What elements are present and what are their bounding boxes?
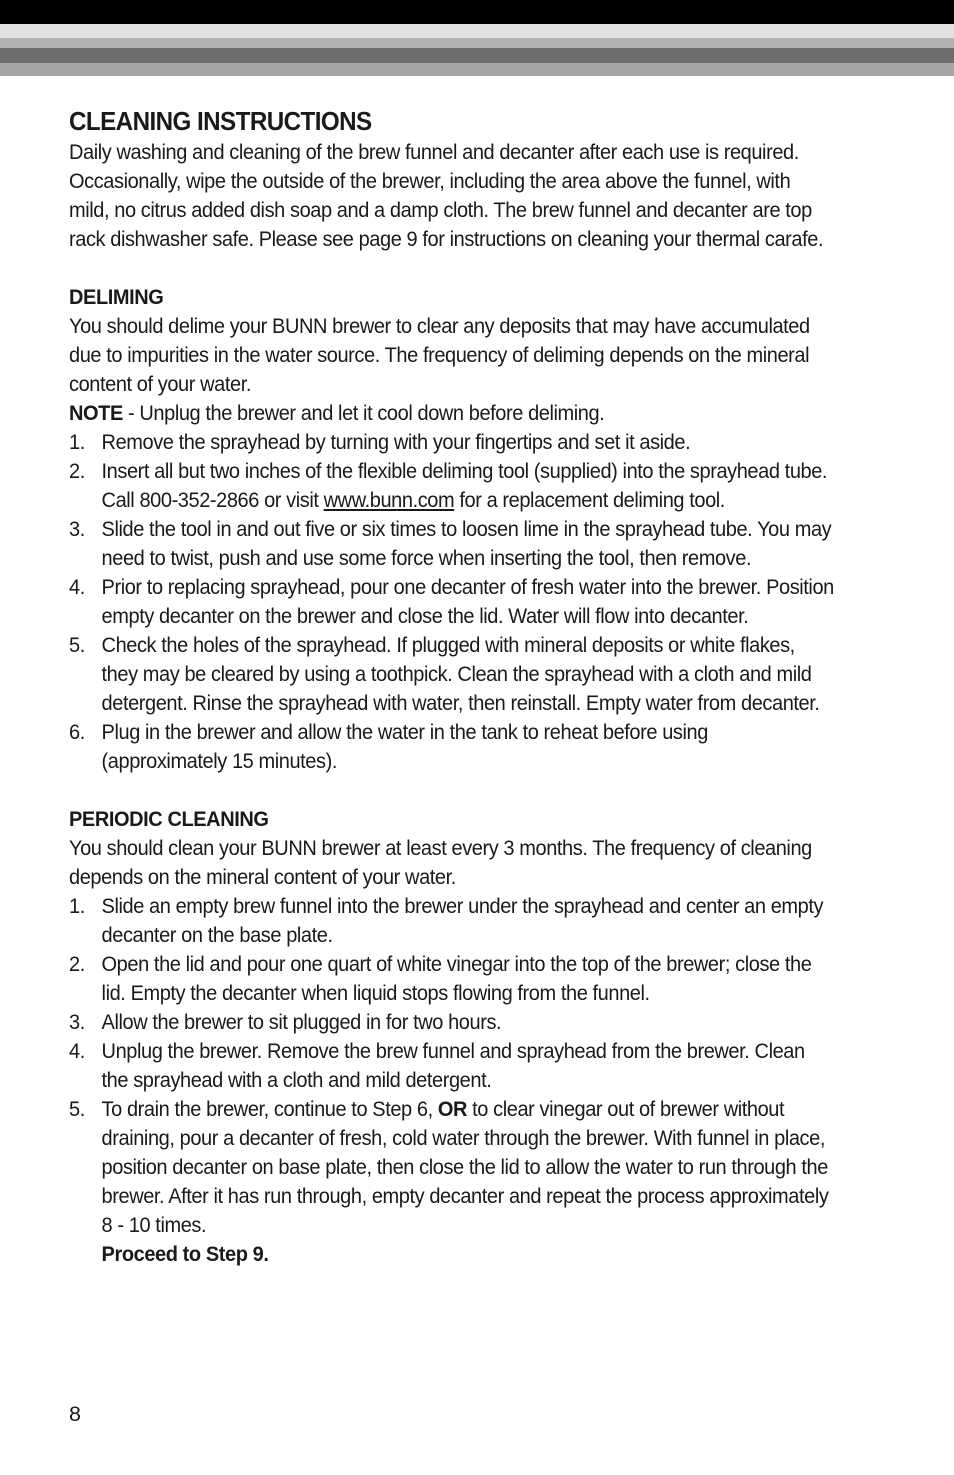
periodic-cleaning-title: PERIODIC CLEANING bbox=[69, 807, 269, 831]
step-text-continued: for a replacement deliming tool. bbox=[454, 488, 725, 512]
periodic-step-5 bbox=[69, 1095, 835, 1240]
or-emphasis: OR bbox=[437, 1097, 468, 1121]
periodic-cleaning-intro: You should clean your BUNN brewer at least every 3 months. The frequency of cleaning depends on the mineral content of your water. bbox=[69, 836, 812, 889]
header-stripes bbox=[0, 0, 954, 80]
periodic-step-2 bbox=[69, 950, 835, 1008]
step-text: Slide the tool in and out five or six times to loosen lime in the sprayhead tube. You may need to twist, push and use some force when inserting the tool, then remove. bbox=[101, 517, 832, 570]
deliming-step-3 bbox=[69, 515, 835, 573]
deliming-title: DELIMING bbox=[69, 285, 164, 309]
page-content bbox=[69, 104, 835, 1269]
deliming-step-6 bbox=[69, 718, 835, 776]
deliming-step-2 bbox=[69, 457, 835, 515]
deliming-step-5 bbox=[69, 631, 835, 718]
step-number: 1. bbox=[69, 430, 85, 454]
bunn-website-link[interactable]: www.bunn.com bbox=[323, 488, 455, 512]
step-number: 4. bbox=[69, 575, 85, 599]
step-text: Insert all but two inches of the flexible deliming tool (supplied) into the sprayhead tube. Call 800-352-2866 or visit bbox=[101, 459, 828, 512]
header-stripe-dark bbox=[0, 48, 954, 63]
deliming-intro: You should delime your BUNN brewer to clear any deposits that may have accumulated due to impurities in the water source. The frequency of deliming depends on the mineral content of your water. bbox=[69, 314, 810, 396]
step-text: Check the holes of the sprayhead. If plugged with mineral deposits or white flakes, they may be cleared by using a toothpick. Clean the sprayhead with a cloth and mild detergent. Rinse the sprayhead with water, then reinstall. Empty water from decanter. bbox=[101, 633, 820, 715]
step-number: 2. bbox=[69, 459, 85, 483]
cleaning-title: CLEANING INSTRUCTIONS bbox=[69, 106, 372, 136]
step-number: 3. bbox=[69, 517, 85, 541]
step-text: Prior to replacing sprayhead, pour one decanter of fresh water into the brewer. Position empty decanter on the brewer and close the lid. Water will flow into decanter. bbox=[101, 575, 834, 628]
step-number: 3. bbox=[69, 1010, 85, 1034]
deliming-step-1 bbox=[69, 428, 835, 457]
periodic-step-3 bbox=[69, 1008, 835, 1037]
cleaning-body: Daily washing and cleaning of the brew funnel and decanter after each use is required. Occasionally, wipe the outside of the brewer, including the area above the funnel, with mild, no citrus added dish soap and a damp cloth. The brew funnel and decanter are top rack dishwasher safe. Please see page 9 for instructions on cleaning your thermal carafe. bbox=[69, 140, 824, 251]
header-stripe-mid bbox=[0, 38, 954, 48]
step-text: To drain the brewer, continue to Step 6, bbox=[101, 1097, 438, 1121]
periodic-cleaning-steps bbox=[69, 892, 835, 1240]
step-text: Remove the sprayhead by turning with your fingertips and set it aside. bbox=[101, 430, 691, 454]
step-number: 1. bbox=[69, 894, 85, 918]
step-number: 5. bbox=[69, 633, 85, 657]
deliming-steps bbox=[69, 428, 835, 776]
step-text-continued: to clear vinegar out of brewer without draining, pour a decanter of fresh, cold water through the brewer. With funnel in place, position decanter on base plate, then close the lid to allow the water to run through the brewer. After it has run through, empty decanter and repeat the process approximately 8 - 10 times. bbox=[101, 1097, 829, 1237]
deliming-step-4 bbox=[69, 573, 835, 631]
header-stripe-gray bbox=[0, 63, 954, 76]
step-text: Unplug the brewer. Remove the brew funnel and sprayhead from the brewer. Clean the sprayhead with a cloth and mild detergent. bbox=[101, 1039, 805, 1092]
header-stripe-light bbox=[0, 24, 954, 38]
step-text: Slide an empty brew funnel into the brewer under the sprayhead and center an empty decanter on the base plate. bbox=[101, 894, 824, 947]
note-label: NOTE bbox=[69, 401, 123, 425]
step-number: 4. bbox=[69, 1039, 85, 1063]
step-text: Open the lid and pour one quart of white vinegar into the top of the brewer; close the lid. Empty the decanter when liquid stops flowing from the funnel. bbox=[101, 952, 812, 1005]
step-text: Plug in the brewer and allow the water in the tank to reheat before using (approximately 15 minutes). bbox=[101, 720, 708, 773]
periodic-step-4 bbox=[69, 1037, 835, 1095]
header-stripe-black bbox=[0, 0, 954, 24]
deliming-note bbox=[69, 399, 835, 428]
proceed-instruction: Proceed to Step 9. bbox=[101, 1242, 269, 1266]
step-number: 6. bbox=[69, 720, 85, 744]
periodic-step-1 bbox=[69, 892, 835, 950]
step-number: 2. bbox=[69, 952, 85, 976]
page-number: 8 bbox=[69, 1402, 81, 1426]
step-number: 5. bbox=[69, 1097, 85, 1121]
step-text: Allow the brewer to sit plugged in for two hours. bbox=[101, 1010, 502, 1034]
note-text: - Unplug the brewer and let it cool down before deliming. bbox=[122, 401, 605, 425]
